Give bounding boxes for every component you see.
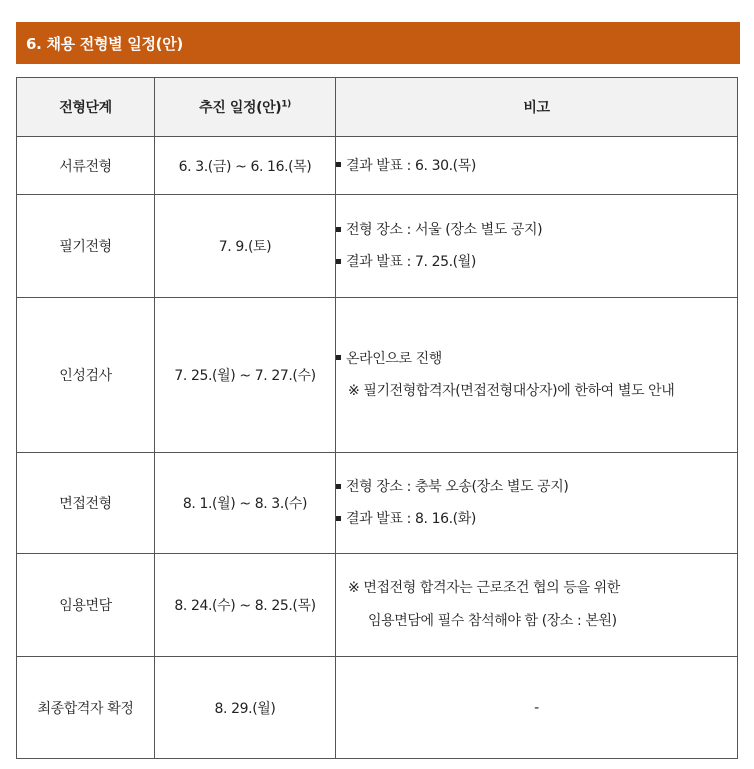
section-title: 6. 채용 전형별 일정(안) — [26, 34, 183, 53]
table-row — [17, 195, 738, 298]
bullet-icon — [336, 227, 341, 232]
table-row — [17, 453, 738, 554]
table-row — [17, 657, 738, 759]
remarks-cell — [336, 298, 738, 453]
remark-item: 전형 장소 : 충북 오송(장소 별도 공지) — [336, 471, 737, 503]
stage-cell: 최종합격자 확정 — [17, 657, 155, 759]
schedule-cell: 8. 29.(월) — [155, 657, 336, 759]
schedule-cell: 8. 24.(수) ~ 8. 25.(목) — [155, 554, 336, 657]
stage-cell: 면접전형 — [17, 453, 155, 554]
remark-item: 결과 발표 : 7. 25.(월) — [336, 246, 737, 278]
table-row — [17, 554, 738, 657]
table-header-row — [17, 78, 738, 137]
stage-cell: 인성검사 — [17, 298, 155, 453]
remarks-cell: - — [336, 657, 738, 759]
remarks-cell — [336, 137, 738, 195]
stage-cell: 필기전형 — [17, 195, 155, 298]
bullet-icon — [336, 162, 341, 167]
remark-item: 결과 발표 : 6. 30.(목) — [336, 150, 737, 182]
header-stage: 전형단계 — [17, 78, 155, 137]
schedule-cell: 6. 3.(금) ~ 6. 16.(목) — [155, 137, 336, 195]
schedule-table — [16, 77, 738, 759]
schedule-cell: 7. 25.(월) ~ 7. 27.(수) — [155, 298, 336, 453]
bullet-icon — [336, 516, 341, 521]
remarks-cell — [336, 554, 738, 657]
remark-item: 전형 장소 : 서울 (장소 별도 공지) — [336, 214, 737, 246]
header-remarks: 비고 — [336, 78, 738, 137]
table-row — [17, 298, 738, 453]
section-title-bar — [16, 22, 740, 64]
stage-cell: 임용면담 — [17, 554, 155, 657]
remark-note: ※ 면접전형 합격자는 근로조건 협의 등을 위한 — [348, 580, 620, 596]
schedule-cell: 7. 9.(토) — [155, 195, 336, 298]
remark-item: 온라인으로 진행 — [336, 343, 737, 375]
header-schedule: 추진 일정(안)$^{1)}$ — [155, 78, 336, 137]
remarks-cell — [336, 195, 738, 298]
remarks-cell — [336, 453, 738, 554]
table-row — [17, 137, 738, 195]
schedule-cell: 8. 1.(월) ~ 8. 3.(수) — [155, 453, 336, 554]
remark-item: 결과 발표 : 8. 16.(화) — [336, 503, 737, 535]
stage-cell: 서류전형 — [17, 137, 155, 195]
bullet-icon — [336, 484, 341, 489]
bullet-icon — [336, 355, 341, 360]
footnote-marker: 1) — [281, 99, 291, 110]
bullet-icon — [336, 259, 341, 264]
remark-note: ※ 필기전형합격자(면접전형대상자)에 한하여 별도 안내 — [348, 382, 675, 399]
remark-note-continued: 임용면담에 필수 참석해야 함 (장소 : 본원) — [368, 613, 617, 629]
